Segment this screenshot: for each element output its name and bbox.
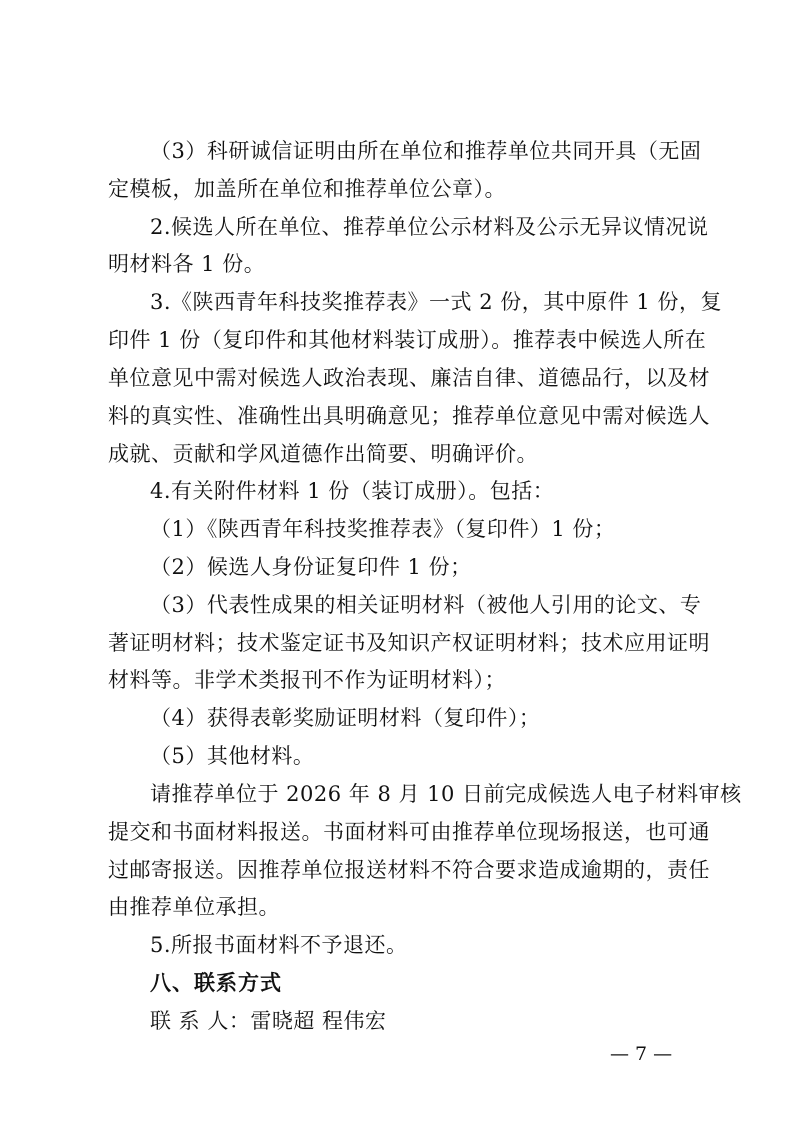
paragraph-line: 成就、贡献和学风道德作出简要、明确评价。 — [108, 442, 538, 466]
paragraph-line: 著证明材料；技术鉴定证书及知识产权证明材料；技术应用证明 — [108, 631, 710, 655]
paragraph-line: 5.所报书面材料不予退还。 — [150, 933, 408, 957]
paragraph-line: 定模板，加盖所在单位和推荐单位公章）。 — [108, 177, 506, 201]
paragraph-line: 过邮寄报送。因推荐单位报送材料不符合要求造成逾期的，责任 — [108, 858, 710, 882]
paragraph-line: （3）代表性成果的相关证明材料（被他人引用的论文、专 — [150, 593, 702, 617]
paragraph-line: 3.《陕西青年科技奖推荐表》一式 2 份，其中原件 1 份，复 — [150, 290, 722, 314]
paragraph-line: 4.有关附件材料 1 份（装订成册）。包括： — [150, 479, 555, 503]
paragraph-line: （3）科研诚信证明由所在单位和推荐单位共同开具（无固 — [150, 139, 702, 163]
paragraph-line: 2.候选人所在单位、推荐单位公示材料及公示无异议情况说 — [150, 215, 709, 239]
paragraph-line: （5）其他材料。 — [150, 744, 315, 768]
paragraph-line: 提交和书面材料报送。书面材料可由推荐单位现场报送，也可通 — [108, 820, 710, 844]
paragraph-line: 单位意见中需对候选人政治表现、廉洁自律、道德品行，以及材 — [108, 366, 710, 390]
paragraph-line: 明材料各 1 份。 — [108, 252, 266, 276]
paragraph-line: 印件 1 份（复印件和其他材料装订成册）。推荐表中候选人所在 — [108, 328, 707, 352]
section-heading: 八、联系方式 — [150, 971, 282, 995]
paragraph-line: 材料等。非学术类报刊不作为证明材料）； — [108, 668, 506, 692]
paragraph-line: 由推荐单位承担。 — [108, 895, 280, 919]
page-number: — 7 — — [610, 1043, 673, 1065]
paragraph-line: （4）获得表彰奖励证明材料（复印件）； — [150, 706, 541, 730]
paragraph-line: （1）《陕西青年科技奖推荐表》（复印件）1 份； — [150, 517, 616, 541]
paragraph-line: （2）候选人身份证复印件 1 份； — [150, 555, 472, 579]
contact-line: 联 系 人：雷晓超 程伟宏 — [150, 1009, 387, 1033]
paragraph-line: 请推荐单位于 2026 年 8 月 10 日前完成候选人电子材料审核 — [150, 782, 742, 806]
paragraph-line: 料的真实性、准确性出具明确意见；推荐单位意见中需对候选人 — [108, 404, 710, 428]
